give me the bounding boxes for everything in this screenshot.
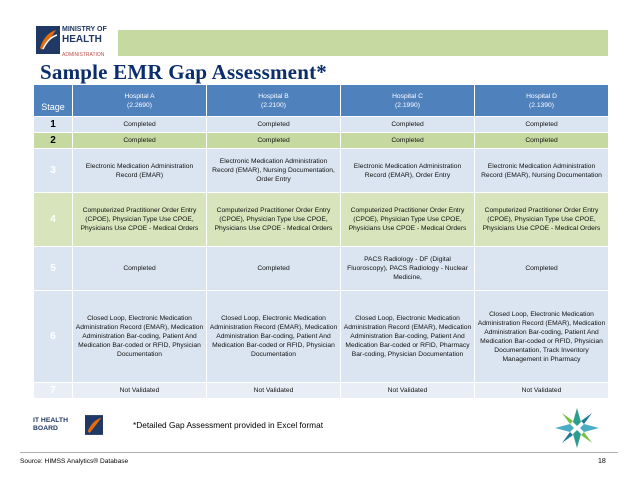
table-cell: Computerized Practitioner Order Entry (CPOE), Physician Type Use CPOE, Physicians Use CPOE - Medical Orders [475,193,609,247]
hospital-d-header [475,85,609,117]
stage-number: 3 [34,149,73,193]
hospital-score: (2.1390) [529,101,554,109]
stage-number: 6 [34,291,73,383]
table-cell: Closed Loop, Electronic Medication Administration Record (EMAR), Medication Administration Bar-coding, Patient And Medication Bar-coded or RFID, Physician Documentation [207,291,341,383]
table-cell: Completed [207,117,341,133]
hospital-a-header [73,85,207,117]
stage-number: 5 [34,247,73,291]
table-cell: Completed [475,117,609,133]
page-number: 18 [598,458,606,465]
table-cell: Completed [207,247,341,291]
table-cell: Not Validated [207,383,341,399]
hospital-b-header [207,85,341,117]
table-cell: Completed [341,133,475,149]
it-logo-line1: IT HEALTH [33,417,68,424]
table-cell: Electronic Medication Administration Record (EMAR), Order Entry [341,149,475,193]
gap-assessment-table [33,84,609,399]
hospital-score: (2.2690) [127,101,152,109]
table-cell: Computerized Practitioner Order Entry (CPOE), Physician Type Use CPOE, Physicians Use CPOE - Medical Orders [207,193,341,247]
source-citation: Source: HIMSS Analytics® Database [20,458,129,465]
table-cell: Not Validated [73,383,207,399]
table-row [34,247,609,291]
table-cell: Completed [73,247,207,291]
hospital-name: Hospital B [258,92,289,100]
table-cell: Closed Loop, Electronic Medication Administration Record (EMAR), Medication Administration Bar-coding, Patient And Medication Bar-coded or RFID, Physician Documentation, Track Inventory Management in Pharmacy [475,291,609,383]
table-cell: Electronic Medication Administration Record (EMAR) [73,149,207,193]
table-cell: Electronic Medication Administration Record (EMAR), Nursing Documentation, Order Entry [207,149,341,193]
stage-number: 1 [34,117,73,133]
table-cell: Completed [207,133,341,149]
hospital-c-header [341,85,475,117]
table-row [34,193,609,247]
logo-line1: MINISTRY OF [62,26,107,33]
footnote: *Detailed Gap Assessment provided in Excel format [133,420,323,430]
it-logo-icon [85,415,103,435]
stage-number: 7 [34,383,73,399]
stage-number: 2 [34,133,73,149]
footer-divider [20,452,618,453]
table-row [34,117,609,133]
ministry-of-health-logo [36,22,110,58]
table-cell: Completed [73,117,207,133]
it-logo-line2: BOARD [33,425,58,432]
table-cell: Electronic Medication Administration Record (EMAR), Nursing Documentation [475,149,609,193]
it-health-board-logo [33,414,105,440]
table-cell: Completed [73,133,207,149]
hospital-name: Hospital C [392,92,423,100]
header-band [118,30,608,56]
table-cell: Not Validated [341,383,475,399]
hospital-name: Hospital A [124,92,155,100]
hospital-name: Hospital D [526,92,557,100]
table-cell: Closed Loop, Electronic Medication Administration Record (EMAR), Medication Administration Bar-coding, Patient And Medication Bar-coded or RFID, Physician Documentation [73,291,207,383]
table-cell: PACS Radiology - DF (Digital Fluoroscopy), PACS Radiology - Nuclear Medicine, [341,247,475,291]
table-cell: Closed Loop, Electronic Medication Administration Record (EMAR), Medication Administration Bar-coding, Patient And Medication Bar-coded or RFID, Pharmacy Bar-coding, Physician Documentation [341,291,475,383]
stage-column-header: Stage [34,85,73,117]
table-row [34,149,609,193]
table-cell: Completed [341,117,475,133]
logo-subtitle: ADMINISTRATION [62,52,105,58]
ministry-logo-icon [36,26,60,54]
table-row [34,291,609,383]
it-logo-text [33,417,68,433]
logo-text [62,26,107,45]
logo-line2: HEALTH [62,34,102,45]
table-cell: Completed [475,247,609,291]
page-title: Sample EMR Gap Assessment* [40,60,327,84]
hospital-score: (2.2100) [261,101,286,109]
table-row [34,383,609,399]
stage-number: 4 [34,193,73,247]
table-cell: Computerized Practitioner Order Entry (CPOE), Physician Type Use CPOE, Physicians Use CPOE - Medical Orders [341,193,475,247]
table-cell: Completed [475,133,609,149]
table-cell: Not Validated [475,383,609,399]
table-row [34,133,609,149]
hospital-score: (2.1990) [395,101,420,109]
decorative-star-icon [548,404,606,452]
table-cell: Computerized Practitioner Order Entry (CPOE), Physician Type Use CPOE, Physicians Use CPOE - Medical Orders [73,193,207,247]
table-header-row [34,85,609,117]
